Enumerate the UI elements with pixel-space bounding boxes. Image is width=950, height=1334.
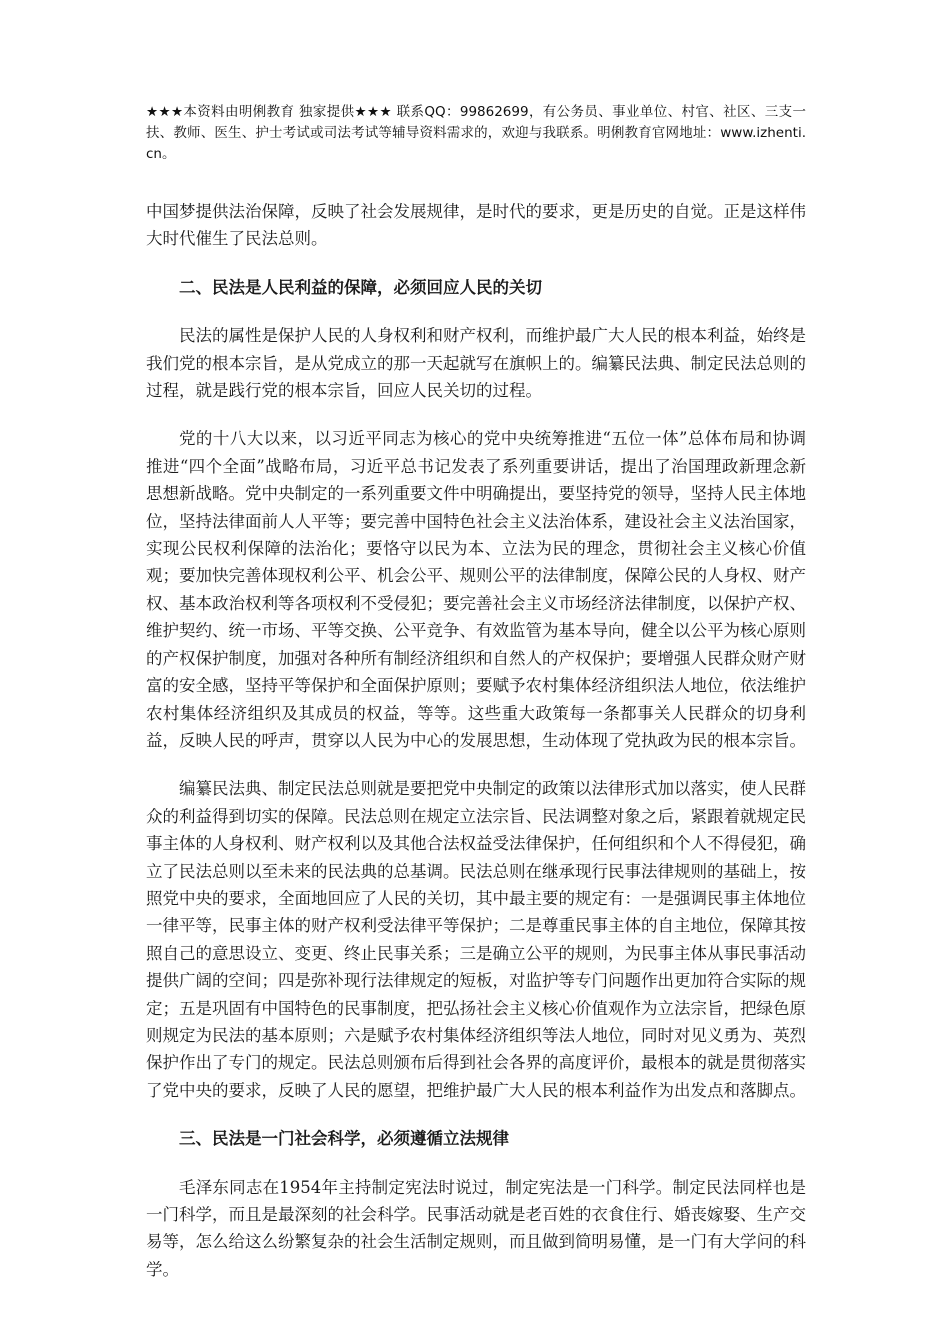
paragraph: 中国梦提供法治保障，反映了社会发展规律，是时代的要求，更是历史的自觉。正是这样伟大时代催生了民法总则。 — [146, 202, 806, 249]
paragraph: 编纂民法典、制定民法总则就是要把党中央制定的政策以法律形式加以落实，使人民群众的利益得到切实的保障。民法总则在规定立法宗旨、民法调整对象之后，紧跟着就规定民事主体的人身权利、财产权利以及其他合法权益受法律保护，任何组织和个人不得侵犯，确立了民法总则以至未来的民法典的总基调。民法总则在继承现行民事法律规则的基础上，按照党中央的要求，全面地回应了人民的关切，其中最主要的规定有：一是强调民事主体地位一律平等，民事主体的财产权利受法律平等保护；二是尊重民事主体的自主地位，保障其按照自己的意思设立、变更、终止民事关系；三是确立公平的规则，为民事主体从事民事活动提供广阔的空间；四是弥补现行法律规定的短板，对监护等专门问题作出更加符合实际的规定；五是巩固有中国特色的民事制度，把弘扬社会主义核心价值观作为立法宗旨，把绿色原则规定为民法的基本原则；六是赋予农村集体经济组织等法人地位，同时对见义勇为、英烈保护作出了专门的规定。民法总则颁布后得到社会各界的高度评价，最根本的就是贯彻落实了党中央的要求，反映了人民的愿望，把维护最广大人民的根本利益作为出发点和落脚点。 — [146, 779, 806, 1100]
document-body — [146, 198, 806, 1283]
paragraph: 党的十八大以来，以习近平同志为核心的党中央统筹推进“五位一体”总体布局和协调推进“四个全面”战略布局，习近平总书记发表了系列重要讲话，提出了治国理政新理念新思想新战略。党中央制定的一系列重要文件中明确提出，要坚持党的领导，坚持人民主体地位，坚持法律面前人人平等；要完善中国特色社会主义法治体系，建设社会主义法治国家，实现公民权利保障的法治化；要恪守以民为本、立法为民的理念，贯彻社会主义核心价值观；要加快完善体现权利公平、机会公平、规则公平的法律制度，保障公民的人身权、财产权、基本政治权利等各项权利不受侵犯；要完善社会主义市场经济法律制度，以保护产权、维护契约、统一市场、平等交换、公平竞争、有效监管为基本导向，健全以公平为核心原则的产权保护制度，加强对各种所有制经济组织和自然人的产权保护；要增强人民群众财产财富的安全感，坚持平等保护和全面保护原则；要赋予农村集体经济组织法人地位，依法维护农村集体经济组织及其成员的权益，等等。这些重大政策每一条都事关人民群众的切身利益，反映人民的呼声，贯穿以人民为中心的发展思想，生动体现了党执政为民的根本宗旨。 — [146, 429, 806, 750]
section-heading: 二、民法是人民利益的保障，必须回应人民的关切 — [179, 277, 542, 297]
paragraph: 民法的属性是保护人民的人身权利和财产权利，而维护最广大人民的根本利益，始终是我们党的根本宗旨，是从党成立的那一天起就写在旗帜上的。编纂民法典、制定民法总则的过程，就是践行党的根本宗旨，回应人民关切的过程。 — [146, 326, 806, 401]
section-heading: 三、民法是一门社会科学，必须遵循立法规律 — [179, 1129, 509, 1149]
paragraph: 毛泽东同志在1954年主持制定宪法时说过，制定宪法是一门科学。制定民法同样也是一门科学，而且是最深刻的社会科学。民事活动就是老百姓的衣食住行、婚丧嫁娶、生产交易等，怎么给这么纷繁复杂的社会生活制定规则，而且做到简明易懂，是一门有大学问的科学。 — [146, 1177, 806, 1279]
promo-header: ★★★本资料由明俐教育 独家提供★★★ 联系QQ：99862699，有公务员、事业单位、村官、社区、三支一扶、教师、医生、护士考试或司法考试等辅导资料需求的，欢迎与我联系。明俐教育官网地址：www.izhenti.cn。 — [146, 104, 806, 162]
